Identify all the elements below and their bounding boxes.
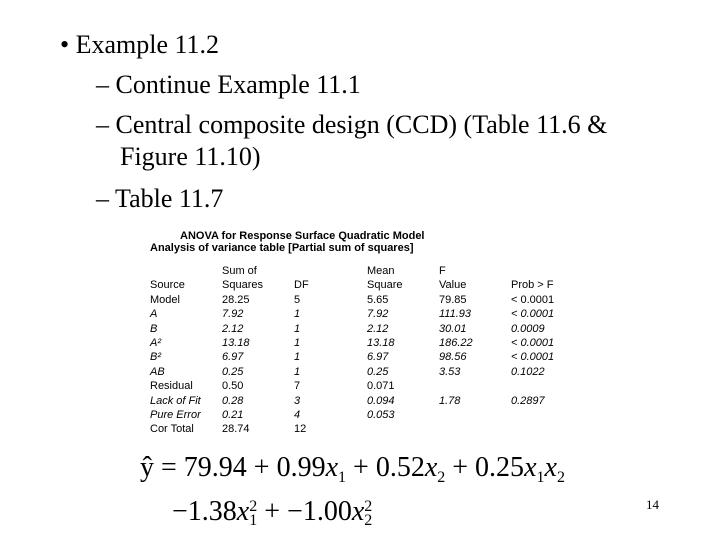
eq-var: x [524,452,537,483]
cell-ss: 28.25 [222,293,250,306]
cell-ss: 6.97 [222,351,244,364]
header-df: DF [294,279,309,292]
cell-source: A [150,308,158,321]
cell-p: < 0.0001 [511,293,555,306]
eq-term: −1.38 [172,496,237,527]
eq-sub: 2 [556,469,565,486]
eq-term: + 0.52 [346,452,425,483]
header-ms: Square [367,279,403,292]
header-p: Prob > F [511,279,554,292]
eq-sub: 1 [536,469,545,486]
col-df [294,264,309,437]
cell-ss: 7.92 [222,308,244,321]
eq-var: x [351,496,365,527]
cell-source: Pure Error [150,408,201,421]
cell-f: 111.93 [439,308,472,321]
cell-p: < 0.0001 [511,351,555,364]
cell-f: 186.22 [439,336,473,349]
header-ms: Mean [367,264,395,277]
subbullet-table: – Table 11.7 [96,184,224,213]
cell-f: 79.85 [439,293,467,306]
cell-f: 3.53 [439,365,461,378]
cell-ms: 0.053 [367,408,395,421]
eq-term: = 79.94 + 0.99 [161,452,326,483]
yhat-symbol: ŷ [140,452,154,483]
cell-ss: 13.18 [222,336,250,349]
header-ss: Squares [222,279,263,292]
cell-ms [367,422,402,436]
cell-source: B² [150,351,161,364]
cell-f: 1.78 [439,394,461,407]
eq-var: x [544,452,557,483]
cell-p: 0.2897 [511,394,545,407]
cell-ms: 13.18 [367,336,395,349]
cell-ms: 0.25 [367,365,389,378]
bullet-example: • Example 11.2 [60,30,220,59]
cell-df: 1 [294,322,301,335]
col-p [511,264,554,437]
cell-p: 0.0009 [511,322,545,335]
cell-ms: 5.65 [367,293,389,306]
cell-df: 1 [294,365,301,378]
cell-df: 5 [294,293,301,306]
cell-ms: 0.094 [367,394,395,407]
cell-ss: 0.25 [222,365,244,378]
cell-ms: 0.071 [367,380,395,393]
cell-df: 1 [294,351,301,364]
cell-ss: 0.21 [222,408,244,421]
cell-f: 30.01 [439,322,467,335]
cell-ms: 6.97 [367,351,389,364]
header-f: Value [439,279,467,292]
cell-p [511,408,554,422]
cell-f [439,379,473,393]
anova-subtitle: Analysis of variance table [Partial sum of squares] [150,242,414,254]
cell-df: 1 [294,336,301,349]
equation-line-2 [172,496,372,528]
cell-source: B [150,322,158,335]
anova-title: ANOVA for Response Surface Quadratic Model [180,230,425,242]
cell-source: A² [150,336,161,349]
cell-ss: 0.50 [222,380,244,393]
cell-df: 3 [294,394,301,407]
cell-source: AB [150,365,165,378]
eq-sup: 2 [249,497,258,515]
col-ms [367,264,402,437]
eq-sub: 2 [364,511,373,529]
cell-df: 1 [294,308,301,321]
cell-df: 7 [294,380,301,393]
cell-ss: 28.74 [222,423,250,436]
subbullet-continue: – Continue Example 11.1 [96,70,361,99]
header-source: Source [150,279,185,292]
cell-p [511,379,554,393]
cell-ss: 2.12 [222,322,244,335]
eq-sub: 1 [249,511,258,529]
slide-bullets [0,0,720,220]
cell-ms: 2.12 [367,322,389,335]
header-f: F [439,264,446,277]
cell-source: Model [150,293,180,306]
eq-var: x [325,452,339,483]
equation-line-1 [140,452,565,487]
cell-source: Cor Total [150,423,194,436]
eq-sub: 2 [437,469,446,486]
eq-var: x [424,452,438,483]
subbullet-ccd-cont: Figure 11.10) [120,142,261,171]
eq-term: + −1.00 [257,496,352,527]
col-source [150,264,201,437]
cell-ss: 0.28 [222,394,244,407]
subbullet-ccd: – Central composite design (CCD) (Table 11.6 & [96,110,608,139]
cell-f: 98.56 [439,351,467,364]
cell-f [439,408,473,422]
col-f [439,264,473,437]
cell-p: 0.1022 [511,365,545,378]
cell-f [439,422,473,436]
header-ss: Sum of [222,264,257,277]
cell-ms: 7.92 [367,308,389,321]
cell-p: < 0.0001 [511,308,555,321]
eq-var: x [236,496,250,527]
cell-df: 4 [294,408,301,421]
cell-p [511,422,554,436]
eq-sub: 1 [338,469,347,486]
col-ss [222,264,263,437]
eq-term: + 0.25 [445,452,525,483]
cell-df: 12 [294,423,307,436]
cell-source: Lack of Fit [150,394,201,407]
cell-p: < 0.0001 [511,336,555,349]
eq-sup: 2 [364,497,373,515]
page-number: 14 [646,497,659,512]
cell-source: Residual [150,380,193,393]
